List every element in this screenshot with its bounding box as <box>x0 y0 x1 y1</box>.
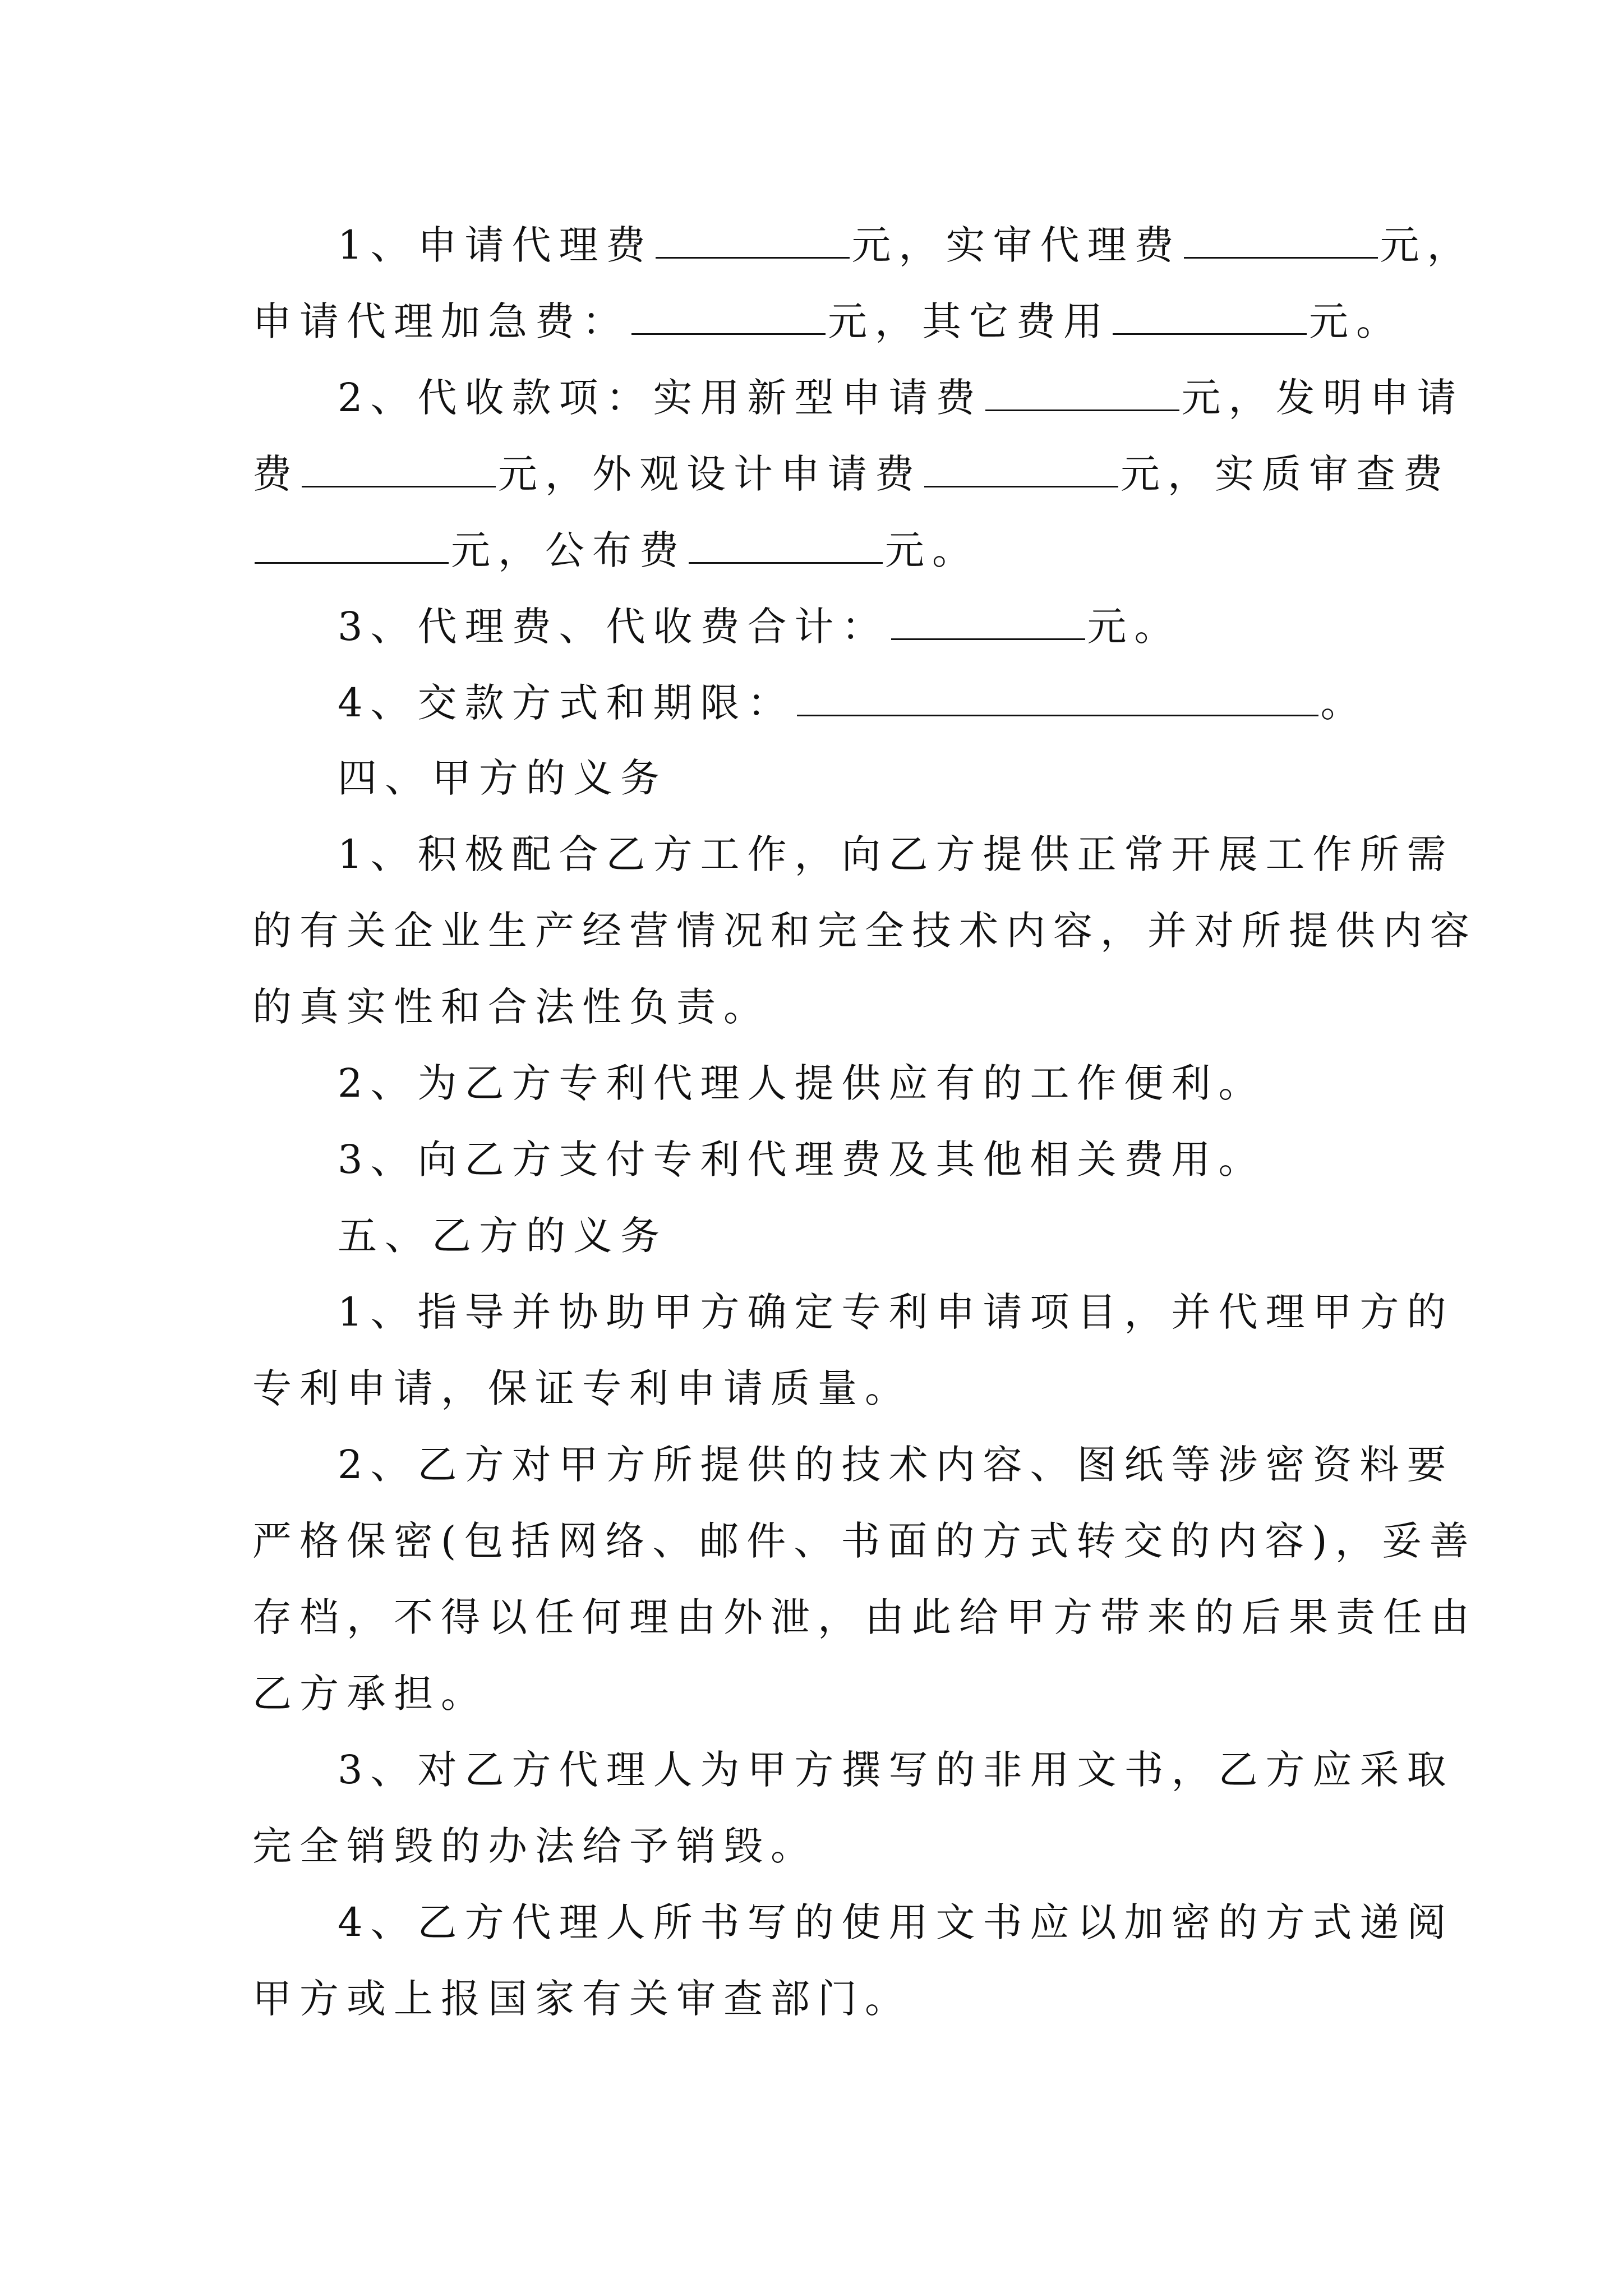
paragraph-line: 4、乙方代理人所书写的使用文书应以加密的方式递阅 <box>338 1899 1454 1945</box>
section-heading: 四、甲方的义务 <box>338 755 667 801</box>
fee-label: 元，外观设计申请费 <box>498 451 922 497</box>
paragraph-line: 3、向乙方支付专利代理费及其他相关费用。 <box>338 1137 1266 1182</box>
fee-item-1-line-1 <box>252 213 1474 289</box>
paragraph-line: 的有关企业生产经营情况和完全技术内容，并对所提供内容 <box>252 908 1477 954</box>
paragraph-line: 严格保密(包括网络、邮件、书面的方式转交的内容)，妥善 <box>252 1518 1477 1564</box>
fee-item-2-line-2 <box>252 442 1450 518</box>
fill-in-blank[interactable] <box>1184 213 1378 259</box>
fill-in-blank[interactable] <box>656 213 850 259</box>
fee-label: 元，实质审查费 <box>1121 451 1450 497</box>
fee-label: 元。 <box>885 527 979 573</box>
fee-label: 4、交款方式和期限： <box>338 680 795 726</box>
paragraph-line: 甲方或上报国家有关审查部门。 <box>252 1976 912 2022</box>
fill-in-blank[interactable] <box>631 289 826 335</box>
document-body <box>252 213 1477 2044</box>
paragraph-line: 2、为乙方专利代理人提供应有的工作便利。 <box>338 1060 1266 1106</box>
fill-in-blank[interactable] <box>1113 289 1307 335</box>
fee-label: 申请代理加急费： <box>252 298 629 344</box>
fee-label: 1、申请代理费 <box>338 222 653 268</box>
fill-in-blank[interactable] <box>797 671 1318 716</box>
paragraph-line: 3、对乙方代理人为甲方撰写的非用文书，乙方应采取 <box>338 1747 1454 1793</box>
paragraph-line: 专利申请，保证专利申请质量。 <box>252 1365 912 1411</box>
fee-item-2-line-1 <box>252 366 1464 442</box>
section-heading: 五、乙方的义务 <box>338 1213 667 1259</box>
fill-in-blank[interactable] <box>924 442 1118 487</box>
fee-item-2-line-3 <box>252 518 1385 595</box>
fee-label: 元，其它费用 <box>828 298 1110 344</box>
fee-label: 元，发明申请 <box>1181 375 1464 421</box>
paragraph-line: 完全销毁的办法给予销毁。 <box>252 1823 818 1869</box>
fill-in-blank[interactable] <box>985 366 1179 411</box>
paragraph-line: 2、乙方对甲方所提供的技术内容、图纸等涉密资料要 <box>338 1442 1454 1488</box>
fill-in-blank[interactable] <box>302 442 496 487</box>
fee-label: 元。 <box>1309 298 1403 344</box>
fee-label: 3、代理费、代收费合计： <box>338 604 889 650</box>
fee-label: 元，公布费 <box>451 527 686 573</box>
fee-label: 。 <box>1320 680 1368 726</box>
fee-label: 元， <box>1380 222 1474 268</box>
fee-item-3 <box>252 595 1385 671</box>
fee-label: 元，实审代理费 <box>851 222 1182 268</box>
fee-item-1-line-2 <box>252 289 1403 366</box>
fee-label: 2、代收款项：实用新型申请费 <box>338 375 983 421</box>
fee-item-4 <box>252 671 1385 747</box>
paragraph-line: 的真实性和合法性负责。 <box>252 984 771 1030</box>
fill-in-blank[interactable] <box>891 595 1085 640</box>
paragraph-line: 存档，不得以任何理由外泄，由此给甲方带来的后果责任由 <box>252 1594 1477 1640</box>
paragraph-line: 1、指导并协助甲方确定专利申请项目，并代理甲方的 <box>338 1289 1454 1335</box>
paragraph-line: 乙方承担。 <box>252 1671 488 1717</box>
fee-label: 费 <box>252 451 299 497</box>
fee-label: 元。 <box>1087 604 1182 650</box>
fill-in-blank[interactable] <box>689 518 883 564</box>
paragraph-line: 1、积极配合乙方工作，向乙方提供正常开展工作所需 <box>338 831 1454 877</box>
fill-in-blank[interactable] <box>255 518 449 564</box>
